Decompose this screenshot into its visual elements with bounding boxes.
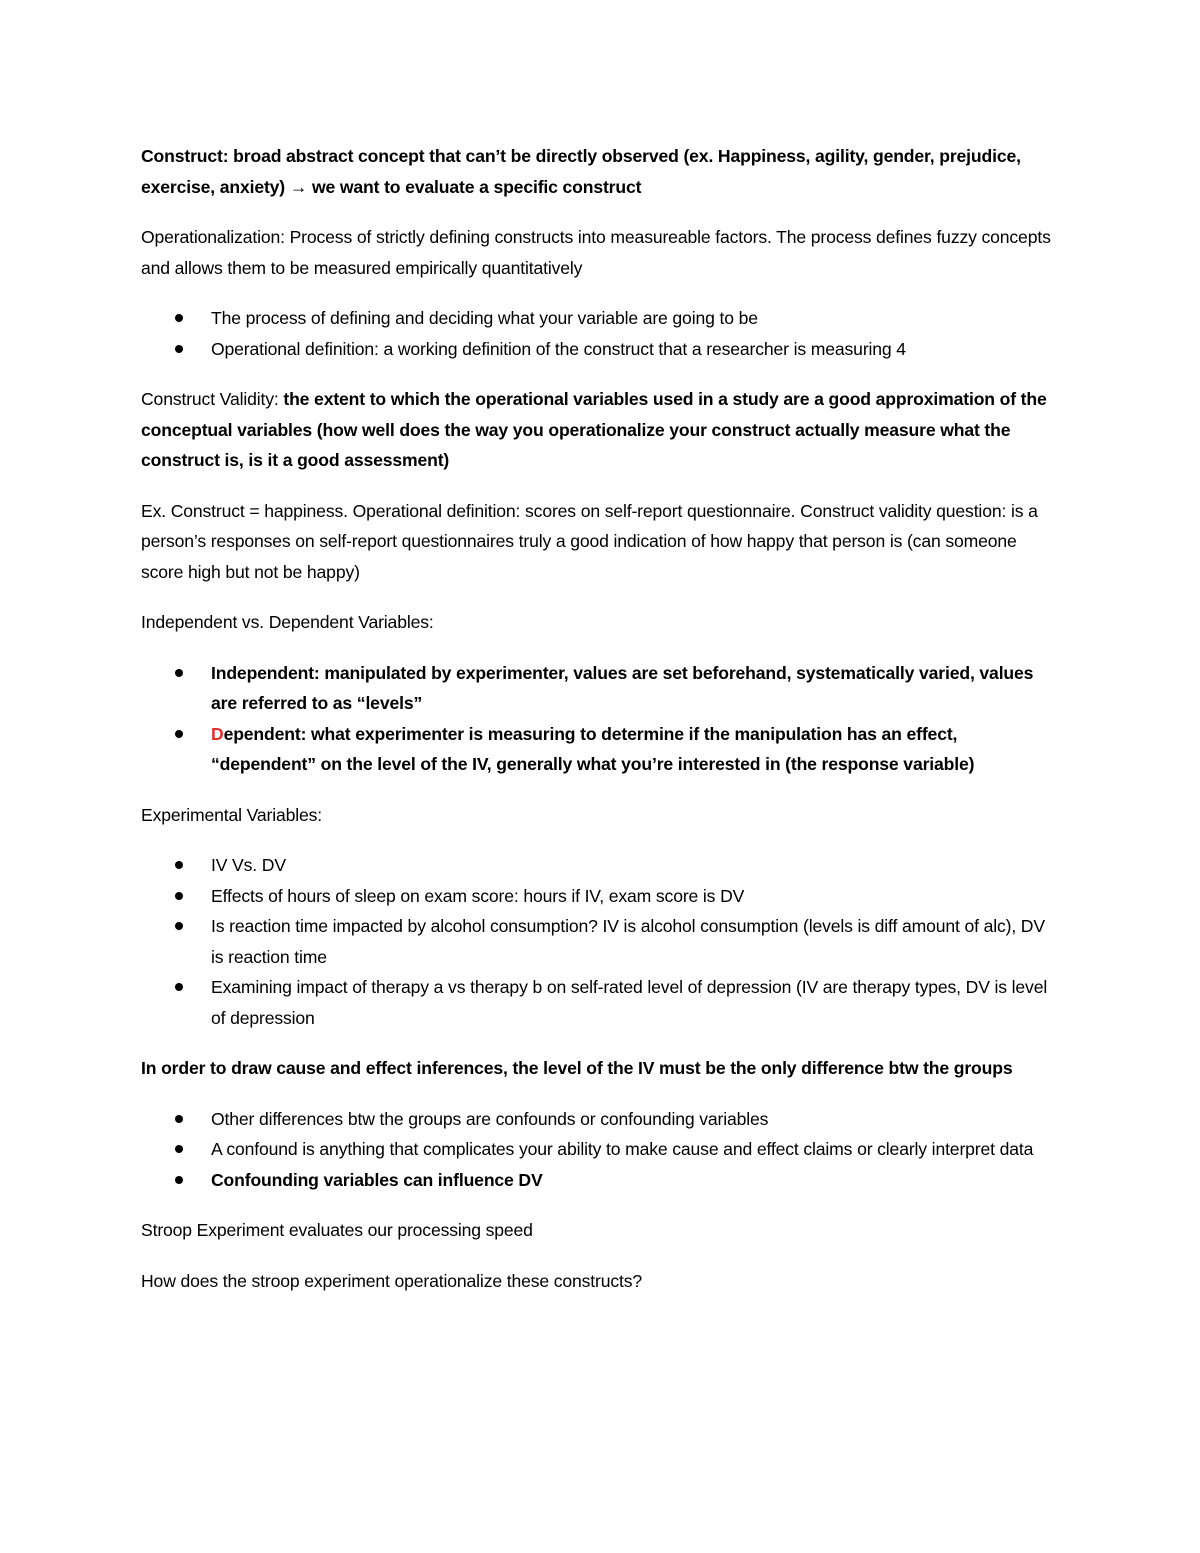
construct-paragraph	[141, 141, 1061, 202]
list-item-text: The process of defining and deciding what your variable are going to be	[211, 308, 758, 328]
list-item	[141, 881, 1061, 912]
cause-effect-paragraph: In order to draw cause and effect inferences, the level of the IV must be the only difference btw the groups	[141, 1058, 1013, 1078]
list-item	[141, 334, 1061, 365]
construct-text-end: we want to evaluate a specific construct	[307, 176, 642, 197]
list-item-text: A confound is anything that complicates your ability to make cause and effect claims or clearly interpret data	[211, 1139, 1034, 1159]
list-item-text: Examining impact of therapy a vs therapy b on self-rated level of depression (IV are therapy types, DV is level of depression	[211, 977, 1048, 1028]
bullet-icon	[175, 861, 183, 869]
list-item	[141, 850, 1061, 881]
bullet-icon	[175, 983, 183, 991]
list-item	[141, 1165, 1061, 1196]
bullet-icon	[175, 1115, 183, 1123]
bullet-icon	[175, 892, 183, 900]
list-item	[141, 1104, 1061, 1135]
bullet-icon	[175, 345, 183, 353]
arrow-icon: →	[289, 176, 308, 197]
variables-list	[141, 658, 1061, 780]
bullet-icon	[175, 314, 183, 322]
list-item	[141, 972, 1061, 1033]
bullet-icon	[175, 922, 183, 930]
example-paragraph: Ex. Construct = happiness. Operational definition: scores on self-report questionnaire. Construct validity question: is a person’s responses on self-report questionnaires truly a good indication of how happy that person is (can someone score high but not be happy)	[141, 500, 1038, 582]
construct-validity-paragraph	[141, 384, 1061, 476]
construct-validity-definition: the extent to which the operational variables used in a study are a good approximation of the conceptual variables (how well does the way you operationalize your construct actually measure what the construct is, is it a good assessment)	[141, 389, 1047, 470]
list-item	[141, 719, 1061, 780]
confounds-list	[141, 1104, 1061, 1196]
list-item	[141, 303, 1061, 334]
construct-text: Construct: broad abstract concept that can’t be directly observed (ex. Happiness, agility, gender, prejudice, exercise, anxiety)	[141, 146, 1021, 197]
list-item	[141, 658, 1061, 719]
bullet-icon	[175, 730, 183, 738]
dependent-initial: D	[211, 723, 224, 744]
operationalization-list	[141, 303, 1061, 364]
list-item-text: Confounding variables can influence DV	[211, 1169, 543, 1190]
list-item-text: Other differences btw the groups are confounds or confounding variables	[211, 1108, 769, 1129]
list-item-text: Operational definition: a working definition of the construct that a researcher is measuring 4	[211, 338, 906, 359]
list-item-text: IV Vs. DV	[211, 855, 286, 875]
stroop-paragraph: Stroop Experiment evaluates our processing speed	[141, 1220, 533, 1240]
list-item-text: Effects of hours of sleep on exam score: hours if IV, exam score is DV	[211, 885, 745, 906]
bullet-icon	[175, 1145, 183, 1153]
operationalization-paragraph: Operationalization: Process of strictly defining constructs into measureable factors. The process defines fuzzy concepts and allows them to be measured empirically quantitatively	[141, 227, 1051, 278]
list-item-text: Is reaction time impacted by alcohol consumption? IV is alcohol consumption (levels is diff amount of alc), DV is reaction time	[211, 916, 1045, 967]
document-page	[141, 141, 1061, 1316]
construct-validity-label: Construct Validity:	[141, 389, 284, 409]
list-item	[141, 911, 1061, 972]
bullet-icon	[175, 669, 183, 677]
bullet-icon	[175, 1176, 183, 1184]
list-item	[141, 1134, 1061, 1165]
list-item-text: ependent: what experimenter is measuring to determine if the manipulation has an effect, “dependent” on the level of the IV, generally what you’re interested in (the response variable)	[211, 723, 975, 774]
experimental-variables-heading: Experimental Variables:	[141, 804, 323, 825]
stroop-question: How does the stroop experiment operationalize these constructs?	[141, 1270, 643, 1291]
experimental-variables-list	[141, 850, 1061, 1033]
list-item-text: Independent: manipulated by experimenter, values are set beforehand, systematically varied, values are referred to as “levels”	[211, 662, 1034, 713]
variables-heading: Independent vs. Dependent Variables:	[141, 612, 434, 632]
